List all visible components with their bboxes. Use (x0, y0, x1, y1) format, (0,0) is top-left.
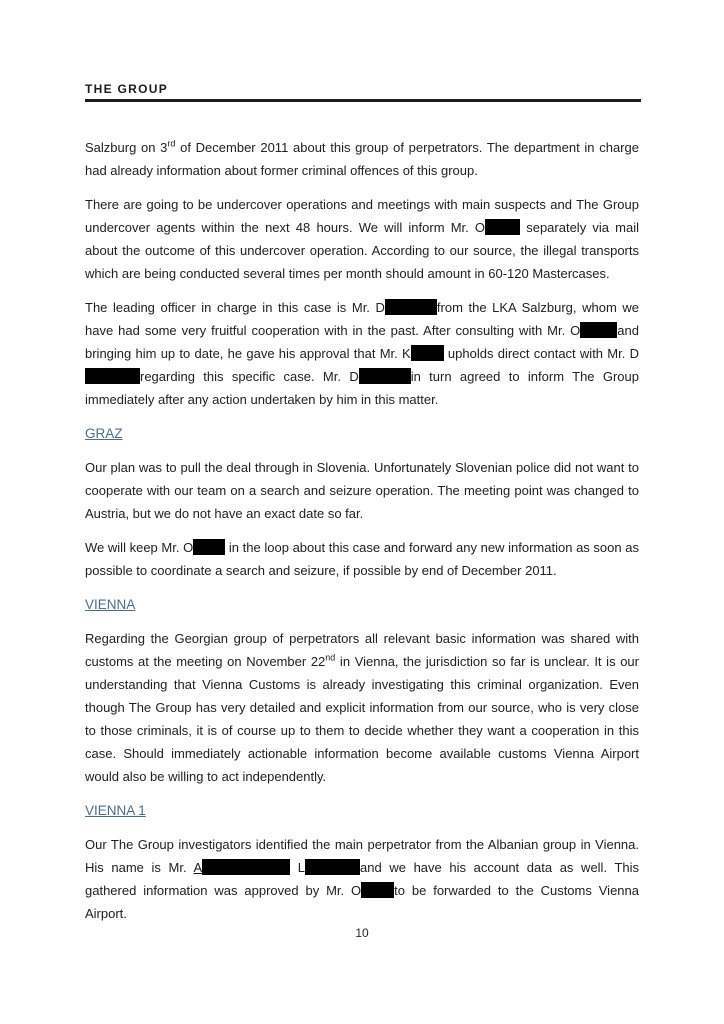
redaction-bar (305, 859, 360, 875)
paragraph (85, 296, 639, 411)
text-run: Salzburg on 3 (85, 140, 168, 155)
text-run: There are going to be undercover operations and meetings with main suspects and The Group undercover agents within the next 48 hours. We will inform Mr. O (85, 197, 639, 235)
redaction-bar (85, 368, 140, 384)
redaction-bar (385, 299, 437, 315)
text-run: from the LKA Salzburg, whom we have had some very fruitful cooperation with in the past. After consulting with Mr. O (85, 300, 639, 338)
text-run: upholds direct contact with Mr. D (443, 346, 639, 361)
paragraph (85, 456, 639, 525)
redaction-bar (359, 368, 411, 384)
paragraph (85, 136, 639, 182)
section-heading-vienna[interactable]: VIENNA (85, 597, 136, 612)
section-heading-vienna-1[interactable]: VIENNA 1 (85, 803, 146, 818)
paragraph (85, 627, 639, 788)
text-run: Regarding the Georgian group of perpetrators all relevant basic information was shared with customs at the meeting on November 22 (85, 631, 639, 669)
text-run: regarding this specific case. Mr. D (140, 369, 359, 384)
document-body (85, 136, 639, 936)
superscript-text: rd (167, 138, 176, 149)
redaction-bar (485, 219, 520, 235)
paragraph (85, 536, 639, 582)
redaction-bar (202, 859, 290, 875)
document-header-title: THE GROUP (85, 82, 169, 96)
paragraph (85, 833, 639, 925)
text-run: We will keep Mr. O (85, 540, 194, 555)
text-run: in the loop about this case and forward any new information as soon as possible to coordinate a search and seizure, if possible by end of December 2011. (85, 540, 639, 578)
text-run: separately via mail about the outcome of this undercover operation. According to our source, the illegal transports which are being conducted several times per month should amount in 60-120 Mastercases. (85, 220, 639, 281)
redaction-bar (411, 345, 444, 361)
superscript-text: nd (325, 652, 336, 663)
text-run: L (290, 860, 306, 875)
text-run: in Vienna, the jurisdiction so far is unclear. It is our understanding that Vienna Customs is already investigating this criminal organization. Even though The Group has very detailed and explicit information from our source, who is very close to those criminals, it is of course up to them to decide whether they want a cooperation in this case. Should immediately actionable information become available customs Vienna Airport would also be willing to act independently. (85, 654, 639, 784)
redaction-bar (580, 322, 617, 338)
text-run: and bringing him up to date, he gave his approval that Mr. K (85, 323, 639, 361)
header-rule (85, 99, 641, 102)
text-run: of December 2011 about this group of perpetrators. The department in charge had already information about former criminal offences of this group. (85, 140, 639, 178)
link-text[interactable]: A (193, 860, 203, 875)
text-run: The leading officer in charge in this case is Mr. D (85, 300, 385, 315)
paragraph (85, 193, 639, 285)
section-heading-graz[interactable]: GRAZ (85, 426, 123, 441)
page-number: 10 (355, 926, 369, 940)
redaction-bar (361, 882, 394, 898)
text-run: to be forwarded to the Customs Vienna Airport. (85, 883, 639, 921)
text-run: in turn agreed to inform The Group immediately after any action undertaken by him in this matter. (85, 369, 639, 407)
text-run: Our The Group investigators identified the main perpetrator from the Albanian group in Vienna. His name is Mr. (85, 837, 639, 875)
text-run: Our plan was to pull the deal through in Slovenia. Unfortunately Slovenian police did not want to cooperate with our team on a search and seizure operation. The meeting point was changed to Austria, but we do not have an exact date so far. (85, 460, 639, 521)
text-run: and we have his account data as well. This gathered information was approved by Mr. O (85, 860, 640, 898)
redaction-bar (193, 539, 225, 555)
